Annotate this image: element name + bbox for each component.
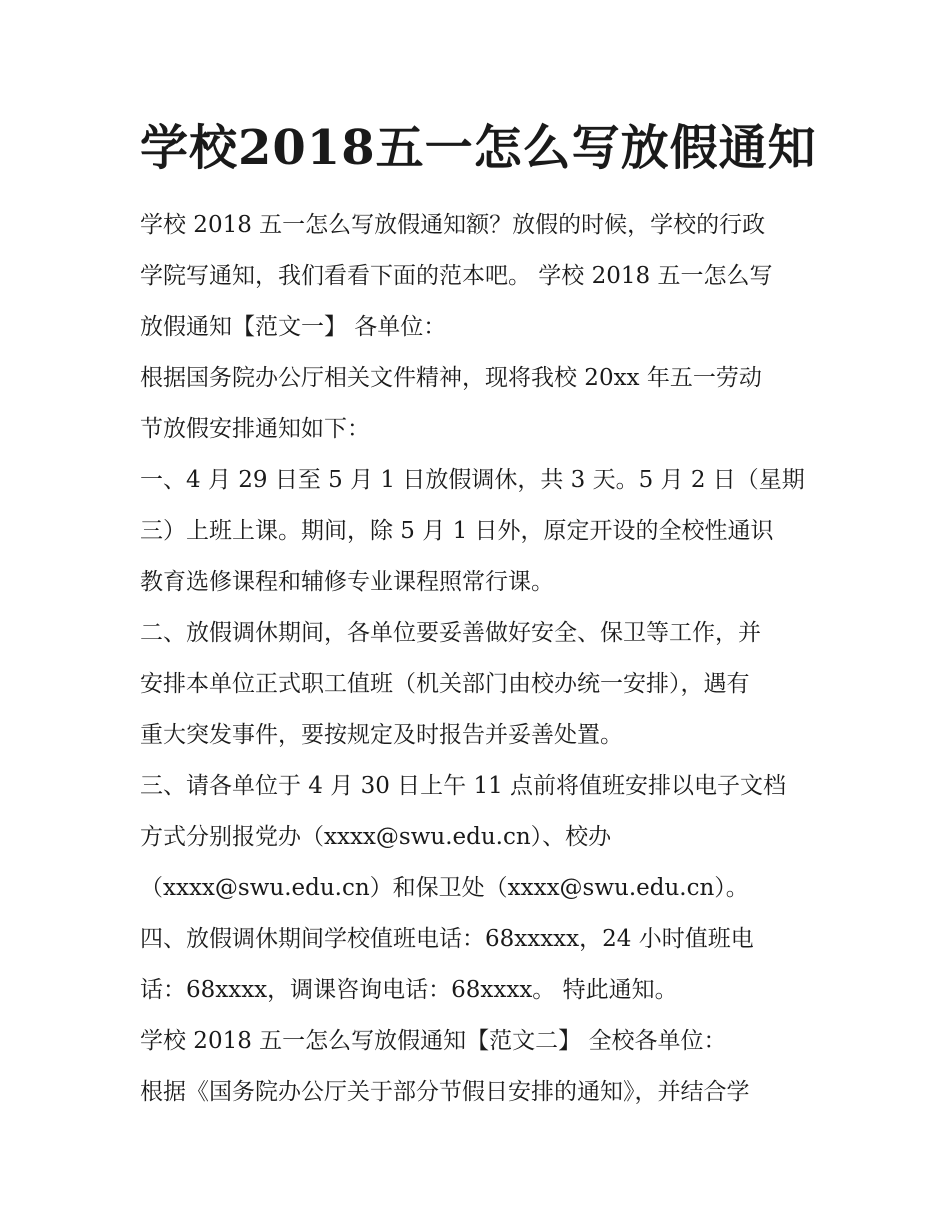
body-line: （xxxx@swu.edu.cn）和保卫处（xxxx@swu.edu.cn）。: [140, 875, 749, 901]
body-line: 三、请各单位于 4 月 30 日上午 11 点前将值班安排以电子文档: [140, 773, 787, 799]
body-line: 学院写通知，我们看看下面的范本吧。 学校 2018 五一怎么写: [140, 263, 773, 289]
body-line: 放假通知【范文一】 各单位：: [140, 314, 447, 340]
body-line: 根据国务院办公厅相关文件精神，现将我校 20xx 年五一劳动: [140, 365, 762, 391]
body-line: 四、放假调休期间学校值班电话：68xxxxx，24 小时值班电: [140, 926, 754, 952]
body-line: 三）上班上课。期间，除 5 月 1 日外，原定开设的全校性通识: [140, 518, 774, 544]
body-line: 安排本单位正式职工值班（机关部门由校办统一安排），遇有: [140, 671, 750, 697]
body-line: 学校 2018 五一怎么写放假通知额？放假的时候，学校的行政: [140, 212, 766, 238]
body-line: 话：68xxxx，调课咨询电话：68xxxx。 特此通知。: [140, 977, 678, 1003]
body-line: 二、放假调休期间，各单位要妥善做好安全、保卫等工作，并: [140, 620, 761, 646]
body-line: 教育选修课程和辅修专业课程照常行课。: [140, 569, 554, 595]
body-line: 学校 2018 五一怎么写放假通知【范文二】 全校各单位：: [140, 1028, 727, 1054]
body-line: 节放假安排通知如下：: [140, 416, 370, 442]
body-line: 重大突发事件，要按规定及时报告并妥善处置。: [140, 722, 623, 748]
body-line: 根据《国务院办公厅关于部分节假日安排的通知》，并结合学: [140, 1079, 750, 1105]
document-title: 学校2018五一怎么写放假通知: [140, 120, 817, 176]
document-page: [140, 108, 820, 1118]
body-line: 一、4 月 29 日至 5 月 1 日放假调休，共 3 天。5 月 2 日（星期: [140, 467, 805, 493]
body-line: 方式分别报党办（xxxx@swu.edu.cn）、校办: [140, 824, 612, 850]
document-body: [140, 200, 820, 1118]
